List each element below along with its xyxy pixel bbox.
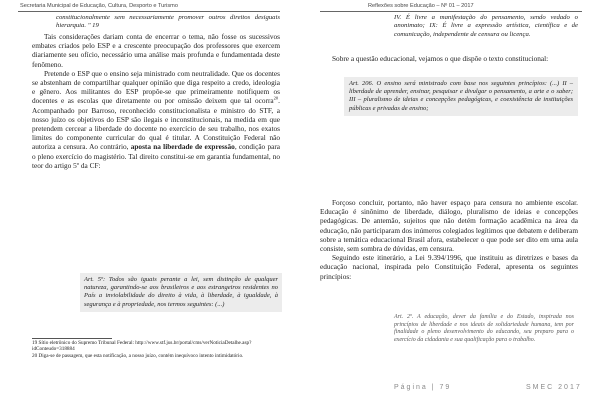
footnotes [32, 340, 282, 359]
right-paragraph-1: Sobre a questão educacional, vejamos o que dispõe o texto constitucional: [332, 54, 549, 63]
right-body [320, 198, 578, 281]
left-body [32, 32, 280, 170]
footnote-rule [32, 338, 112, 339]
left-top-quote: constitucionalmente sem necessariamente promover outros direitos desiguais hierarquia. " 19 [56, 14, 280, 30]
art2-quote: Art. 2º. A educação, dever da família e do Estado, inspirada nos princípios de liberdade e nos ideais de solidariedade humana, tem por finalidade o pleno desenvolvimento do educando, seu preparo para o exercício da cidadania e sua qualificação para o trabalho. [390, 312, 578, 346]
footnote-20: 20 Diga-se de passagem, que esta notificação, a nosso juízo, contém inequívoco intento intimidatório. [32, 352, 244, 359]
left-paragraph-2 [32, 69, 280, 170]
art206-quote: Art. 206. O ensino será ministrado com base nos seguintes princípios: (...) II – liberdade de aprender, ensinar, pesquisar e divulgar o pensamento, a arte e o saber; III – pluralismo de ideias e concepções pedagógicas, e coexistência de instituições públicas e privadas de ensino; [349, 80, 573, 112]
right-paragraph-3: Seguindo este itinerário, a Lei 9.394/1996, que instituiu as diretrizes e bases da educação nacional, inspirada pelo Constituição Federal, apresenta os seguintes princípios: [320, 253, 578, 281]
right-top-quote: IV. É livre a manifestação do pensamento, sendo vedado o anonimato; IX: É livre a expressão artística, científica e de comunicação, independente de censura ou licença. [394, 14, 578, 38]
right-header-rule [320, 11, 582, 12]
left-p2-after: . Acompanhado por Barroso, reconhecido constitucionalista e ministro do STF, a nosso juízo os objetivos do ESP são ilegais e inconstitucionais, na medida em que pretendem cercear a liberdade do docente no exercício de seu trabalho, nos exatos limites do componente curricular do qual é titular. A Constituição Federal não autoriza a censura. Ao contrário, [32, 96, 280, 152]
right-header: Reflexões sobre Educação – Nº 01 – 2017 [368, 3, 474, 9]
left-header-rule [18, 11, 280, 12]
page-number: Página | 79 [394, 384, 452, 391]
art206-quote-box [344, 77, 578, 116]
art5-quote-box [80, 273, 282, 312]
footnote-ref-20: 20 [273, 96, 279, 101]
left-header: Secretaria Municipal de Educação, Cultura, Desporto e Turismo [20, 3, 178, 9]
right-page [300, 0, 600, 402]
right-paragraph-2: Forçoso concluir, portanto, não haver espaço para censura no ambiente escolar. Educação é sinônimo de liberdade, diálogo, pluralismo de ideias e concepções pedagógicas. De antemão, sujeitos que não detém formação acadêmica na área da educação, não participaram dos inúmeros colegiados legítimos que debatem e deliberam sobre a temática educacional Brasil afora, estabelecer o que pode ser dito em uma aula consiste, sem sombra de dúvidas, em censura. [320, 198, 578, 254]
footer-org: SMEC 2017 [526, 384, 582, 391]
left-p2-emphasis: aposta na liberdade de expressão [130, 142, 235, 152]
art5-quote: Art. 5º: Todos são iguais perante a lei, sem distinção de qualquer natureza, garantindo-se aos brasileiros e aos estrangeiros residentes no País a inviolabilidade do direito à vida, à liberdade, à igualdade, à segurança e à propriedade, nos termos seguintes: (...) [84, 276, 278, 308]
left-paragraph-1: Tais considerações dariam conta de encerrar o tema, não fosse os sucessivos embates criados pelo ESP e a crescente preocupação dos professores que exercem diariamente seu ofício, necessário uma análise mais profunda e fundamentada deste fenômeno. [32, 32, 280, 69]
left-p2-end: , condição para o pleno exercício do magistério. Tal direito constitui-se em garantia fundamental, no teor do artigo 5º da CF: [32, 142, 281, 170]
left-p2-before: Pretende o ESP que o ensino seja ministrado com neutralidade. Que os docentes se abstenham de compartilhar qualquer opinião que diga respeito a credo, ideologia e gênero. Aos militantes do ESP propõe-se que primeiramente notifiquem os docentes e as escolas que diretamente ou por omissão deixem que tal ocorra [32, 68, 280, 106]
footnote-19: 19 Sítio eletrônico do Supremo Tribunal Federal: http://www.stf.jus.br/portal/cms/verNoticiaDetalhe.asp?idConteudo=318884 [32, 340, 252, 353]
right-intro [320, 54, 578, 63]
